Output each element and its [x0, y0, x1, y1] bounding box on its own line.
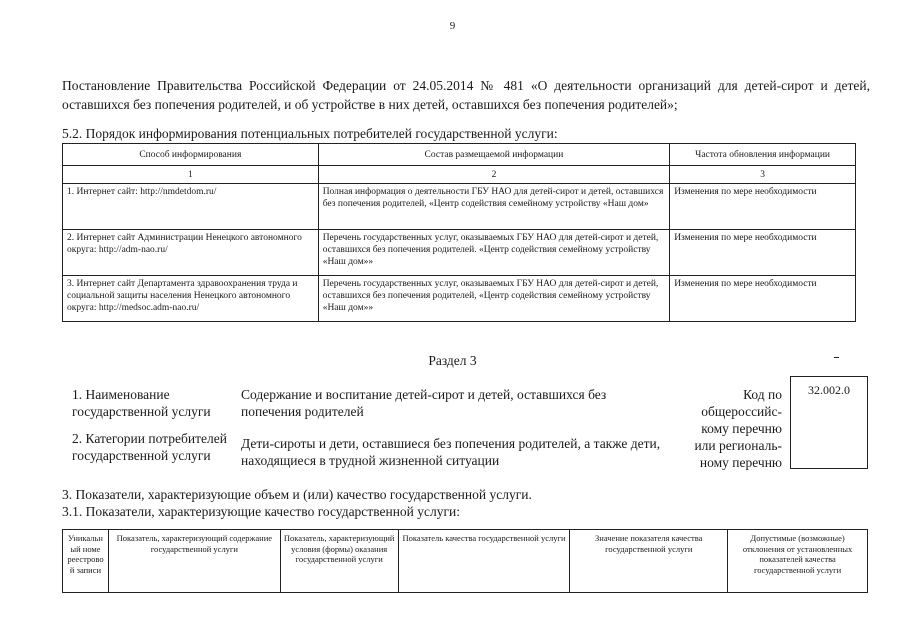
method-cell: 2. Интернет сайт Администрации Ненецкого автономного округа: http://adm-nao.ru/	[63, 230, 319, 276]
code-label-line: или региональ-	[694, 438, 782, 453]
code-label-line: общероссийс-	[701, 404, 782, 419]
frequency-cell: Изменения по мере необходимости	[670, 276, 856, 322]
column-header: Частота обновления информации	[670, 144, 856, 166]
column-index: 1	[63, 166, 319, 184]
value-line: попечения родителей	[241, 404, 364, 419]
column-header: Уникальн ый номе реестрово й записи	[63, 530, 109, 593]
code-label-line: ному перечню	[699, 455, 782, 470]
code-label-line: Код по	[743, 387, 782, 402]
frequency-cell: Изменения по мере необходимости	[670, 184, 856, 230]
column-header: Значение показателя качества государственной услуги	[570, 530, 728, 593]
value-line: Дети-сироты и дети, оставшиеся без попечения родителей, а также дети,	[241, 436, 661, 451]
label-line: государственной услуги	[72, 448, 211, 463]
table-header-row	[63, 530, 868, 593]
column-header: Допустимые (возможные) отклонения от установленных показателей качества государственной услуги	[728, 530, 868, 593]
column-header: Показатель, характеризующий условия (формы) оказания государственной услуги	[280, 530, 398, 593]
method-cell: 1. Интернет сайт: http://nmdetdom.ru/	[63, 184, 319, 230]
column-header: Состав размещаемой информации	[318, 144, 670, 166]
label-line: 1. Наименование	[72, 387, 170, 402]
code-label-line: кому перечню	[701, 421, 782, 436]
quality-indicators-heading: 3.1. Показатели, характеризующие качество государственной услуги:	[62, 504, 461, 519]
content-cell: Полная информация о деятельности ГБУ НАО для детей-сирот и детей, оставшихся без попечения родителей, «Центр содействия семейному устройству «Наш дом»	[318, 184, 670, 230]
value-line: Содержание и воспитание детей-сирот и детей, оставшихся без	[241, 387, 607, 402]
column-index-row	[63, 166, 856, 184]
service-name-label	[72, 386, 211, 420]
method-cell: 3. Интернет сайт Департамента здравоохранения труда и социальной защиты населения Ненецкого автономного округа: http://medsoc.adm-nao.ru/	[63, 276, 319, 322]
column-header: Показатель качества государственной услуги	[398, 530, 570, 593]
content-cell: Перечень государственных услуг, оказываемых ГБУ НАО для детей-сирот и детей, оставшихся без попечения родителей. «Центр содействия семейному устройству «Наш дом»»	[318, 230, 670, 276]
column-index: 3	[670, 166, 856, 184]
section-5-2-heading: 5.2. Порядок информирования потенциальных потребителей государственной услуги:	[62, 126, 558, 141]
column-header: Показатель, характеризующий содержание государственной услуги	[108, 530, 280, 593]
column-index: 2	[318, 166, 670, 184]
label-line: 2. Категории потребителей	[72, 431, 227, 446]
table-row	[63, 276, 856, 322]
registry-code-box	[790, 376, 868, 469]
consumer-category-value	[241, 435, 660, 469]
column-header: Способ информирования	[63, 144, 319, 166]
service-name-value	[241, 386, 606, 420]
table-row	[63, 184, 856, 230]
content-cell: Перечень государственных услуг, оказываемых ГБУ НАО для детей-сирот и детей, оставшихся без попечения родителей, «Центр содействия семейному устройству «Наш дом»»	[318, 276, 670, 322]
consumer-category-label	[72, 430, 227, 464]
table-row	[63, 230, 856, 276]
label-line: государственной услуги	[72, 404, 211, 419]
registry-code-label	[686, 386, 782, 471]
margin-mark	[834, 357, 839, 358]
registry-code-value: 32.002.0	[808, 383, 850, 397]
quality-indicators-table	[62, 529, 868, 593]
section-title: Раздел 3	[428, 353, 477, 368]
table-header-row	[63, 144, 856, 166]
frequency-cell: Изменения по мере необходимости	[670, 230, 856, 276]
information-table	[62, 143, 856, 322]
intro-paragraph: Постановление Правительства Российской Федерации от 24.05.2014 № 481 «О деятельности организаций для детей-сирот и детей, оставшихся без попечения родителей, и об устройстве в них детей, оставшихся без попечения родителей»;	[62, 78, 870, 112]
page-number: 9	[449, 20, 456, 32]
value-line: находящиеся в трудной жизненной ситуации	[241, 453, 500, 468]
indicators-heading: 3. Показатели, характеризующие объем и (или) качество государственной услуги.	[62, 487, 532, 502]
